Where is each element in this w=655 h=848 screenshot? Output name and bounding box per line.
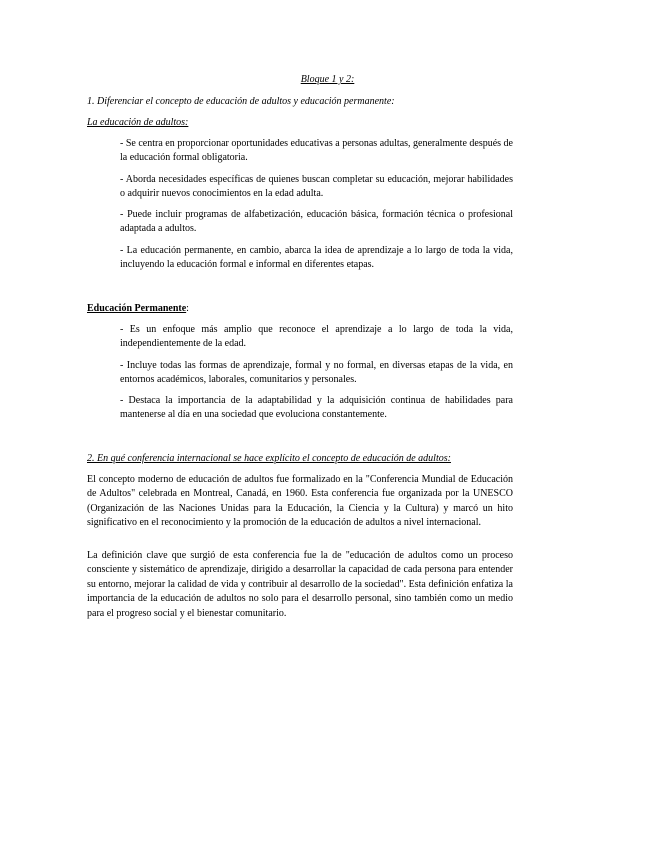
adultos-item: - Se centra en proporcionar oportunidades educativas a personas adultas, generalmente después de la educación formal obligatoria. <box>120 138 513 164</box>
question-1-heading: 1. Diferenciar el concepto de educación de adultos y educación permanente: <box>87 96 395 107</box>
page-title: Bloque 1 y 2: <box>300 74 355 85</box>
permanente-item: - Incluye todas las formas de aprendizaje, formal y no formal, en diversas etapas de la vida, en entornos académicos, laborales, comunitarios y personales. <box>120 360 513 386</box>
adultos-heading: La educación de adultos: <box>87 117 189 128</box>
paragraph: El concepto moderno de educación de adultos fue formalizado en la "Conferencia Mundial de Educación de Adultos" celebrada en Montreal, Canadá, en 1960. Esta conferencia fue organizada por la UNESCO (Organización de las Naciones Unidas para la Educación, la Ciencia y la Cultura) y marcó un hito significativo en el reconocimiento y la promoción de la educación de adultos a nivel internacional. <box>87 474 513 529</box>
adultos-item: - La educación permanente, en cambio, abarca la idea de aprendizaje a lo largo de toda la vida, incluyendo la educación formal e informal en diferentes etapas. <box>120 245 513 271</box>
permanente-item: - Es un enfoque más amplio que reconoce el aprendizaje a lo largo de toda la vida, independientemente de la edad. <box>120 324 513 350</box>
permanente-heading-colon: : <box>186 303 189 314</box>
permanente-item: - Destaca la importancia de la adaptabilidad y la adquisición continua de habilidades para mantenerse al día en una sociedad que evoluciona constantemente. <box>120 395 513 421</box>
permanente-heading <box>87 302 567 316</box>
paragraph: La definición clave que surgió de esta conferencia fue la de "educación de adultos como un proceso consciente y sistemático de aprendizaje, dirigido a desarrollar la capacidad de cada persona para entender su entorno, mejorar la calidad de vida y contribuir al desarrollo de la sociedad". Esta definición enfatiza la importancia de la educación de adultos no solo para el desarrollo personal, sino también como un medio para el progreso social y el bienestar comunitario. <box>87 550 513 619</box>
question-2-heading: 2. En qué conferencia internacional se hace explícito el concepto de educación de adultos: <box>87 453 451 464</box>
adultos-item: - Aborda necesidades específicas de quienes buscan completar su educación, mejorar habilidades o adquirir nuevos conocimientos en la edad adulta. <box>120 174 513 200</box>
adultos-item: - Puede incluir programas de alfabetización, educación básica, formación técnica o profesional adaptada a adultos. <box>120 209 513 235</box>
permanente-heading-text: Educación Permanente <box>87 303 187 314</box>
